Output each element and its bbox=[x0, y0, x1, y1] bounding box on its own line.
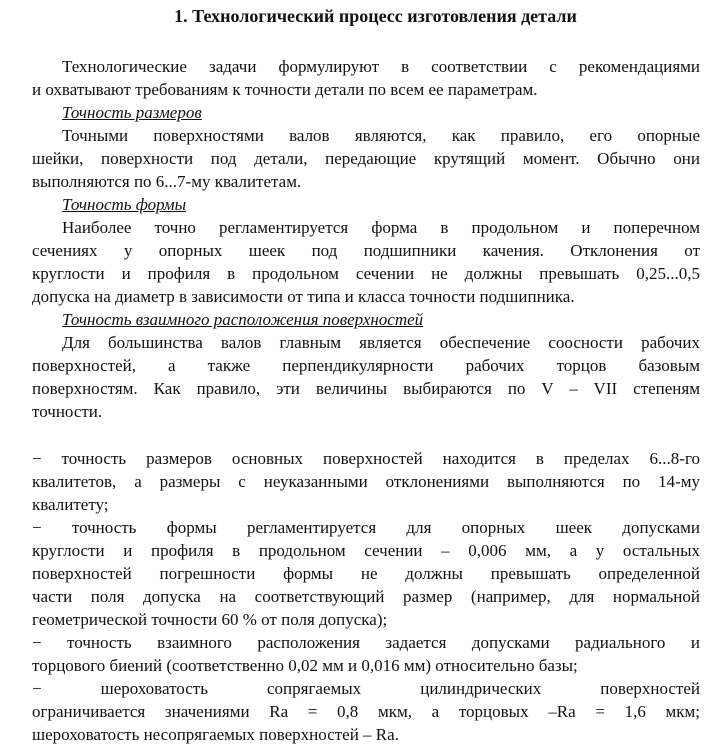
section-heading: Точность размеров bbox=[62, 103, 202, 122]
paragraph-line: Наиболее точно регламентируется форма в продольном и поперечном bbox=[62, 218, 700, 237]
bullet-line: геометрической точности 60 % от поля допуска); bbox=[32, 610, 388, 629]
paragraph-line: поверхностям. Как правило, эти величины выбираются по V – VII степеням bbox=[32, 379, 700, 398]
paragraph-line: поверхностей, а также перпендикулярности рабочих торцов базовым bbox=[32, 356, 700, 375]
section-heading: Точность формы bbox=[62, 195, 187, 214]
paragraph-line: и охватывают требованиям к точности детали по всем ее параметрам. bbox=[32, 80, 538, 99]
bullet-line: ограничивается значениями Ra = 0,8 мкм, а торцовых –Ra = 1,6 мкм; bbox=[32, 702, 700, 721]
bullet-line: круглости и профиля в продольном сечении – 0,006 мм, а у остальных bbox=[32, 541, 700, 560]
paragraph-line: допуска на диаметр в зависимости от типа и класса точности подшипника. bbox=[32, 287, 575, 306]
bullet-line: части поля допуска на соответствующий размер (например, для нормальной bbox=[32, 587, 700, 606]
bullet-line: шероховатость несопрягаемых поверхностей – Ra. bbox=[32, 725, 399, 744]
bullet-line: − точность формы регламентируется для опорных шеек допусками bbox=[32, 518, 700, 537]
paragraph-line: Точными поверхностями валов являются, как правило, его опорные bbox=[62, 126, 700, 145]
paragraph-line: сечениях у опорных шеек под подшипники качения. Отклонения от bbox=[32, 241, 700, 260]
paragraph-line: круглости и профиля в продольном сечении не должны превышать 0,25...0,5 bbox=[32, 264, 700, 283]
spacer bbox=[32, 423, 700, 447]
bullet-line: торцового биений (соответственно 0,02 мм и 0,016 мм) относительно базы; bbox=[32, 656, 578, 675]
section-heading: Точность взаимного расположения поверхностей bbox=[62, 310, 424, 329]
bullet-line: − шероховатость сопрягаемых цилиндрических поверхностей bbox=[32, 679, 700, 698]
document-title: 1. Технологический процесс изготовления детали bbox=[174, 6, 577, 26]
paragraph-line: выполняются по 6...7-му квалитетам. bbox=[32, 172, 302, 191]
document-body bbox=[32, 55, 700, 746]
paragraph-line: Технологические задачи формулируют в соответствии с рекомендациями bbox=[62, 57, 700, 76]
paragraph-line: точности. bbox=[32, 402, 103, 421]
bullet-line: поверхностей погрешности формы не должны превышать определенной bbox=[32, 564, 700, 583]
bullet-line: квалитетов, а размеры с неуказанными отклонениями выполняются по 14-му bbox=[32, 472, 700, 491]
bullet-line: квалитету; bbox=[32, 495, 109, 514]
bullet-line: − точность взаимного расположения задается допусками радиального и bbox=[32, 633, 700, 652]
bullet-line: − точность размеров основных поверхностей находится в пределах 6...8-го bbox=[32, 449, 700, 468]
paragraph-line: Для большинства валов главным является обеспечение соосности рабочих bbox=[62, 333, 700, 352]
paragraph-line: шейки, поверхности под детали, передающие крутящий момент. Обычно они bbox=[32, 149, 700, 168]
